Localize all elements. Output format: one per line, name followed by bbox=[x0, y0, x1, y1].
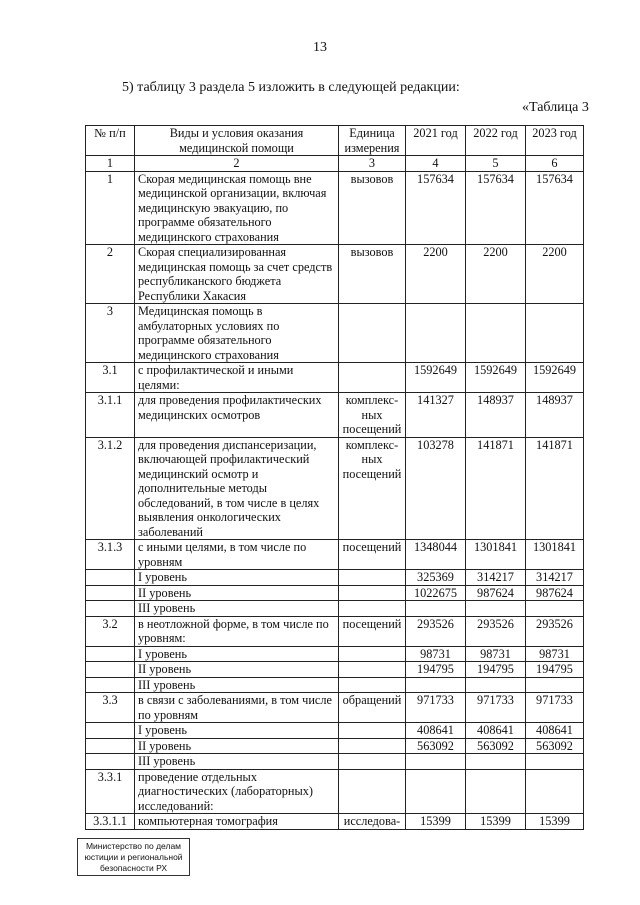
row-number: 3.1 bbox=[86, 363, 135, 393]
table-row bbox=[86, 662, 584, 678]
row-name: Медицинская помощь в амбулаторных условиях по программе обязательного медицинского страхования bbox=[135, 304, 339, 363]
row-name: III уровень bbox=[135, 601, 339, 617]
table-row bbox=[86, 393, 584, 438]
colnum-3: 3 bbox=[339, 156, 406, 172]
row-name: Скорая медицинская помощь вне медицинской организации, включая медицинскую эвакуацию, по программе обязательного медицинского страхования bbox=[135, 171, 339, 245]
value-2022: 971733 bbox=[466, 693, 526, 723]
table-row bbox=[86, 723, 584, 739]
row-unit bbox=[339, 754, 406, 770]
row-number: 3.3.1 bbox=[86, 769, 135, 814]
row-number: 3.3.1.1 bbox=[86, 814, 135, 830]
value-2021: 563092 bbox=[406, 738, 466, 754]
row-unit bbox=[339, 601, 406, 617]
row-name: в неотложной форме, в том числе по уровням: bbox=[135, 616, 339, 646]
row-unit bbox=[339, 662, 406, 678]
value-2022 bbox=[466, 677, 526, 693]
value-2023: 15399 bbox=[526, 814, 584, 830]
colnum-2: 2 bbox=[135, 156, 339, 172]
row-name: Скорая специализированная медицинская помощь за счет средств республиканского бюджета Республики Хакасия bbox=[135, 245, 339, 304]
row-name: II уровень bbox=[135, 738, 339, 754]
row-name: I уровень bbox=[135, 723, 339, 739]
row-number bbox=[86, 723, 135, 739]
value-2021: 2200 bbox=[406, 245, 466, 304]
value-2022 bbox=[466, 601, 526, 617]
value-2023: 148937 bbox=[526, 393, 584, 438]
value-2022: 987624 bbox=[466, 585, 526, 601]
value-2022: 98731 bbox=[466, 646, 526, 662]
row-name: III уровень bbox=[135, 677, 339, 693]
row-unit: посещений bbox=[339, 616, 406, 646]
row-name: III уровень bbox=[135, 754, 339, 770]
table-caption: «Таблица 3 bbox=[522, 100, 589, 115]
value-2021 bbox=[406, 677, 466, 693]
row-name: с профилактической и иными целями: bbox=[135, 363, 339, 393]
value-2023: 157634 bbox=[526, 171, 584, 245]
row-unit: посещений bbox=[339, 540, 406, 570]
stamp-line-3: безопасности РХ bbox=[99, 863, 168, 873]
value-2023: 408641 bbox=[526, 723, 584, 739]
value-2023 bbox=[526, 769, 584, 814]
value-2022: 293526 bbox=[466, 616, 526, 646]
value-2022: 314217 bbox=[466, 570, 526, 586]
data-table bbox=[85, 125, 584, 830]
row-unit bbox=[339, 738, 406, 754]
value-2023: 1301841 bbox=[526, 540, 584, 570]
value-2023 bbox=[526, 677, 584, 693]
header-2022: 2022 год bbox=[466, 126, 526, 156]
row-name: с иными целями, в том числе по уровням bbox=[135, 540, 339, 570]
header-row bbox=[86, 126, 584, 156]
page-number: 13 bbox=[313, 40, 327, 55]
value-2023: 971733 bbox=[526, 693, 584, 723]
value-2023: 2200 bbox=[526, 245, 584, 304]
header-number: № п/п bbox=[86, 126, 135, 156]
row-number: 3 bbox=[86, 304, 135, 363]
colnum-1: 1 bbox=[86, 156, 135, 172]
colnum-4: 4 bbox=[406, 156, 466, 172]
value-2021: 971733 bbox=[406, 693, 466, 723]
table-row bbox=[86, 814, 584, 830]
row-unit: комплекс-ных посещений bbox=[339, 393, 406, 438]
value-2021: 408641 bbox=[406, 723, 466, 739]
value-2021: 103278 bbox=[406, 437, 466, 540]
table-row bbox=[86, 738, 584, 754]
column-number-row bbox=[86, 156, 584, 172]
value-2022: 1301841 bbox=[466, 540, 526, 570]
row-number: 2 bbox=[86, 245, 135, 304]
row-name: для проведения диспансеризации, включающей профилактический медицинский осмотр и дополнительные методы обследований, в том числе в целях выявления онкологических заболеваний bbox=[135, 437, 339, 540]
row-unit bbox=[339, 769, 406, 814]
value-2021: 157634 bbox=[406, 171, 466, 245]
value-2021 bbox=[406, 601, 466, 617]
value-2022: 148937 bbox=[466, 393, 526, 438]
value-2023: 314217 bbox=[526, 570, 584, 586]
table-row bbox=[86, 677, 584, 693]
row-unit: вызовов bbox=[339, 171, 406, 245]
value-2022 bbox=[466, 304, 526, 363]
table-row bbox=[86, 769, 584, 814]
row-number bbox=[86, 677, 135, 693]
value-2023: 1592649 bbox=[526, 363, 584, 393]
value-2021: 15399 bbox=[406, 814, 466, 830]
row-unit bbox=[339, 585, 406, 601]
row-number: 3.1.1 bbox=[86, 393, 135, 438]
colnum-6: 6 bbox=[526, 156, 584, 172]
row-number bbox=[86, 738, 135, 754]
value-2023: 563092 bbox=[526, 738, 584, 754]
row-number: 3.3 bbox=[86, 693, 135, 723]
value-2021: 141327 bbox=[406, 393, 466, 438]
value-2023 bbox=[526, 304, 584, 363]
value-2021 bbox=[406, 769, 466, 814]
row-name: II уровень bbox=[135, 585, 339, 601]
value-2023: 141871 bbox=[526, 437, 584, 540]
value-2021: 194795 bbox=[406, 662, 466, 678]
header-unit: Единица измерения bbox=[339, 126, 406, 156]
row-unit bbox=[339, 723, 406, 739]
value-2023: 194795 bbox=[526, 662, 584, 678]
table-row bbox=[86, 585, 584, 601]
value-2022: 194795 bbox=[466, 662, 526, 678]
value-2021: 98731 bbox=[406, 646, 466, 662]
value-2023: 987624 bbox=[526, 585, 584, 601]
colnum-5: 5 bbox=[466, 156, 526, 172]
value-2023 bbox=[526, 754, 584, 770]
table-row bbox=[86, 171, 584, 245]
value-2021: 1592649 bbox=[406, 363, 466, 393]
table-row bbox=[86, 540, 584, 570]
stamp-line-1: Министерство по делам bbox=[85, 841, 182, 851]
row-unit: вызовов bbox=[339, 245, 406, 304]
row-name: в связи с заболеваниями, в том числе по уровням bbox=[135, 693, 339, 723]
table-row bbox=[86, 437, 584, 540]
row-number: 1 bbox=[86, 171, 135, 245]
value-2021: 1022675 bbox=[406, 585, 466, 601]
row-unit bbox=[339, 304, 406, 363]
value-2022: 2200 bbox=[466, 245, 526, 304]
row-number bbox=[86, 662, 135, 678]
value-2021: 325369 bbox=[406, 570, 466, 586]
intro-text: 5) таблицу 3 раздела 5 изложить в следующей редакции: bbox=[122, 80, 460, 95]
row-name: II уровень bbox=[135, 662, 339, 678]
row-number bbox=[86, 601, 135, 617]
row-name: компьютерная томография bbox=[135, 814, 339, 830]
header-2023: 2023 год bbox=[526, 126, 584, 156]
row-unit: исследова- bbox=[339, 814, 406, 830]
value-2022: 1592649 bbox=[466, 363, 526, 393]
table-row bbox=[86, 601, 584, 617]
value-2022: 141871 bbox=[466, 437, 526, 540]
header-2021: 2021 год bbox=[406, 126, 466, 156]
value-2023: 98731 bbox=[526, 646, 584, 662]
table-row bbox=[86, 570, 584, 586]
value-2022 bbox=[466, 769, 526, 814]
stamp-line-2: юстиции и региональной bbox=[84, 852, 183, 862]
row-name: проведение отдельных диагностических (лабораторных) исследований: bbox=[135, 769, 339, 814]
value-2022: 15399 bbox=[466, 814, 526, 830]
value-2023 bbox=[526, 601, 584, 617]
row-unit: обращений bbox=[339, 693, 406, 723]
row-unit bbox=[339, 570, 406, 586]
row-number bbox=[86, 754, 135, 770]
value-2021 bbox=[406, 304, 466, 363]
value-2021: 293526 bbox=[406, 616, 466, 646]
row-number: 3.1.2 bbox=[86, 437, 135, 540]
value-2022: 157634 bbox=[466, 171, 526, 245]
table-row bbox=[86, 616, 584, 646]
row-number bbox=[86, 570, 135, 586]
value-2022: 563092 bbox=[466, 738, 526, 754]
row-unit bbox=[339, 363, 406, 393]
row-number: 3.2 bbox=[86, 616, 135, 646]
row-number: 3.1.3 bbox=[86, 540, 135, 570]
row-number bbox=[86, 585, 135, 601]
value-2022: 408641 bbox=[466, 723, 526, 739]
value-2022 bbox=[466, 754, 526, 770]
row-unit: комплекс-ных посещений bbox=[339, 437, 406, 540]
row-name: для проведения профилактических медицинских осмотров bbox=[135, 393, 339, 438]
row-unit bbox=[339, 677, 406, 693]
ministry-stamp bbox=[77, 838, 190, 876]
table-row bbox=[86, 754, 584, 770]
table-row bbox=[86, 245, 584, 304]
row-number bbox=[86, 646, 135, 662]
row-name: I уровень bbox=[135, 570, 339, 586]
value-2021: 1348044 bbox=[406, 540, 466, 570]
value-2021 bbox=[406, 754, 466, 770]
table-row bbox=[86, 646, 584, 662]
table-row bbox=[86, 363, 584, 393]
row-name: I уровень bbox=[135, 646, 339, 662]
table-row bbox=[86, 693, 584, 723]
header-type: Виды и условия оказания медицинской помощи bbox=[135, 126, 339, 156]
table-row bbox=[86, 304, 584, 363]
value-2023: 293526 bbox=[526, 616, 584, 646]
row-unit bbox=[339, 646, 406, 662]
